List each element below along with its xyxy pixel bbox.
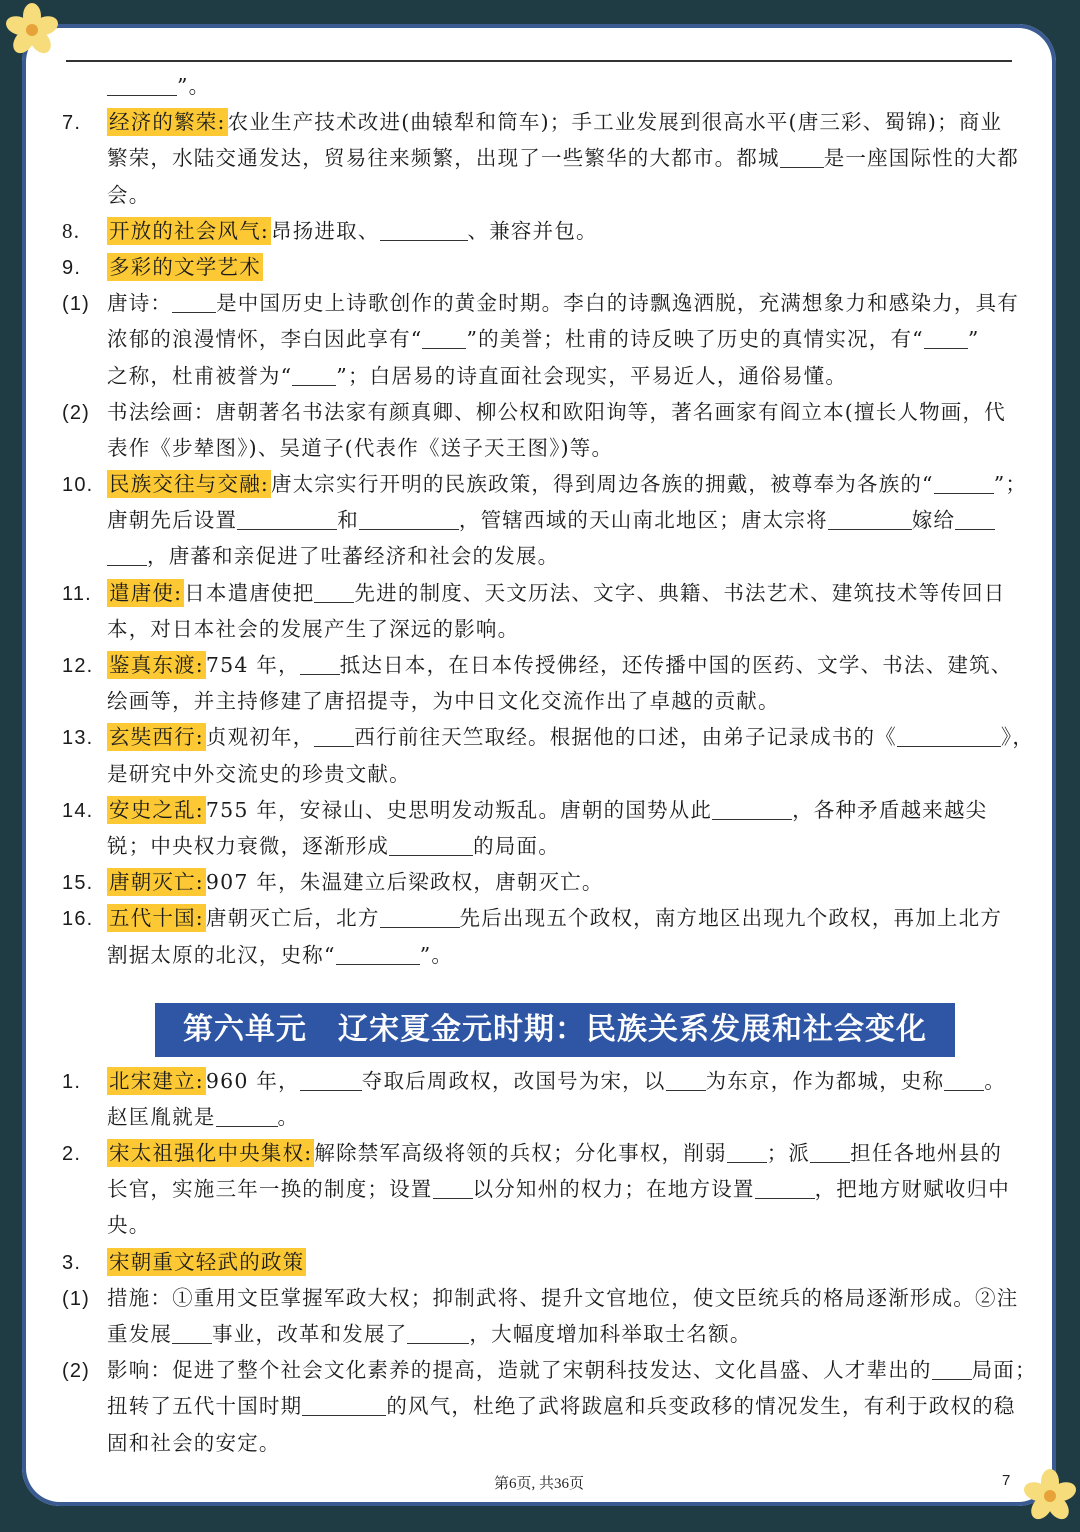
text-line: 浓郁的浪漫情怀，李白因此享有“ ”的美誉；杜甫的诗反映了历史的真情实况，有“ ” bbox=[107, 327, 980, 352]
text-line: 重发展 事业，改革和发展了 ，大幅度增加科举取士名额。 bbox=[107, 1322, 752, 1346]
text-line: 割据太原的北汉，史称“ ”。 bbox=[107, 942, 454, 967]
blank bbox=[780, 145, 824, 168]
item-16: 16. 五代十国:唐朝灭亡后，北方 先后出现五个政权，南方地区出现九个政权，再加上北方 bbox=[62, 906, 1003, 931]
unit-title: 第六单元 辽宋夏金元时期：民族关系发展和社会变化 bbox=[155, 1003, 955, 1057]
blank bbox=[237, 507, 337, 530]
highlight-term: 唐朝灭亡: bbox=[109, 870, 204, 895]
text-line: 会。 bbox=[107, 182, 151, 207]
highlight-term: 多彩的文学艺术 bbox=[109, 254, 261, 279]
blank bbox=[955, 507, 995, 530]
text-line: 繁荣，水陆交通发达，贸易往来频繁，出现了一些繁华的大都市。都城 是一座国际性的大都 bbox=[107, 146, 1020, 171]
item-13: 13. 玄奘西行:贞观初年， 西行前往天竺取经。根据他的口述，由弟子记录成书的《 》， bbox=[62, 725, 1035, 750]
blank bbox=[755, 1176, 815, 1199]
sub-item-2: (2) 书法绘画：唐朝著名书法家有颜真卿、柳公权和欧阳询等，著名画家有阎立本(擅长人物画，代 bbox=[62, 399, 1006, 424]
blank bbox=[380, 905, 460, 928]
highlight-term: 开放的社会风气: bbox=[109, 218, 270, 243]
blank bbox=[380, 218, 468, 241]
text-line: 锐；中央权力衰微，逐渐形成 的局面。 bbox=[107, 833, 560, 858]
unit-heading-wrap bbox=[62, 973, 1012, 1063]
text-line: 唐朝先后设置 和 ，管辖西域的天山南北地区；唐太宗将 嫁给 bbox=[62, 502, 1012, 538]
blank bbox=[666, 1068, 706, 1091]
page-sheet bbox=[22, 24, 1056, 1506]
blank bbox=[300, 1068, 362, 1091]
blank bbox=[433, 1176, 473, 1199]
text-line: 绘画等，并主持修建了唐招提寺，为中日文化交流作出了卓越的贡献。 bbox=[107, 689, 780, 714]
text-line: 扭转了五代十国时期 的风气，杜绝了武将跋扈和兵变政移的情况发生，有利于政权的稳 bbox=[107, 1394, 1016, 1419]
blank bbox=[712, 797, 792, 820]
blank bbox=[336, 942, 420, 965]
content bbox=[62, 68, 1037, 1461]
flower-icon bbox=[0, 0, 70, 70]
blank bbox=[422, 326, 466, 349]
item-11: 11. 遣唐使:日本遣唐使把 先进的制度、天文历法、文字、典籍、书法艺术、建筑技术等传回日 bbox=[62, 580, 1006, 605]
highlight-term: 经济的繁荣: bbox=[109, 110, 226, 135]
text-line: 是研究中外交流史的珍贵文献。 bbox=[107, 761, 411, 786]
blank bbox=[302, 1393, 386, 1416]
blank bbox=[407, 1321, 469, 1344]
blank bbox=[314, 724, 354, 747]
page-footer: 第6页, 共36页 bbox=[493, 1476, 584, 1492]
blank bbox=[828, 507, 912, 530]
item-3: 3. 宋朝重文轻武的政策 bbox=[62, 1249, 305, 1274]
highlight-term: 遣唐使: bbox=[109, 580, 183, 605]
highlight-term: 安史之乱: bbox=[109, 797, 204, 822]
blank bbox=[107, 543, 147, 566]
blank bbox=[107, 73, 177, 96]
item-9: 9. 多彩的文学艺术 bbox=[62, 254, 261, 279]
blank bbox=[216, 1104, 278, 1127]
sub-item-1: (1) 唐诗： 是中国历史上诗歌创作的黄金时期。李白的诗飘逸洒脱，充满想象力和感染力，具有 bbox=[62, 291, 1020, 316]
blank bbox=[932, 1357, 972, 1380]
text-line: 央。 bbox=[107, 1213, 151, 1238]
blank bbox=[810, 1140, 850, 1163]
blank bbox=[314, 580, 354, 603]
blank bbox=[897, 724, 1001, 747]
sub-item-1: (1) 措施：①重用文臣掌握军政大权；抑制武将、提升文官地位，使文臣统兵的格局逐渐形成。②注 bbox=[62, 1285, 1019, 1310]
text-line: 固和社会的安定。 bbox=[107, 1430, 281, 1455]
highlight-term: 玄奘西行: bbox=[109, 725, 204, 750]
item-7: 7. 经济的繁荣:农业生产技术改进(曲辕犁和筒车)；手工业发展到很高水平(唐三彩、蜀锦)；商业 bbox=[62, 110, 1003, 135]
item-2: 2. 宋太祖强化中央集权:解除禁军高级将领的兵权；分化事权，削弱 ；派 担任各地州县的 bbox=[62, 1141, 1003, 1166]
text-line: 之称，杜甫被誉为“ ”；白居易的诗直面社会现实，平易近人，通俗易懂。 bbox=[107, 363, 848, 388]
blank bbox=[292, 363, 336, 386]
text-line: 表作《步辇图》)、吴道子(代表作《送子天王图》)等。 bbox=[107, 435, 614, 460]
flower-icon bbox=[1012, 1458, 1080, 1528]
item-8: 8. 开放的社会风气:昂扬进取、 、兼容并包。 bbox=[62, 218, 598, 243]
blank bbox=[727, 1140, 767, 1163]
sub-item-2: (2) 影响：促进了整个社会文化素养的提高，造就了宋朝科技发达、文化昌盛、人才辈出的 局面； bbox=[62, 1358, 1037, 1383]
text-line: 本，对日本社会的发展产生了深远的影响。 bbox=[107, 616, 520, 641]
blank bbox=[924, 326, 968, 349]
text-line: ，唐蕃和亲促进了吐蕃经济和社会的发展。 bbox=[62, 538, 1012, 574]
item-10: 10. 民族交往与交融:唐太宗实行开明的民族政策，得到周边各族的拥戴，被尊奉为各族的“ ”； bbox=[62, 472, 1028, 497]
text-line: 长官，实施三年一换的制度；设置 以分知州的权力；在地方设置 ，把地方财赋收归中 bbox=[107, 1177, 1010, 1202]
top-rule bbox=[66, 60, 1012, 62]
blank bbox=[389, 833, 473, 856]
highlight-term: 五代十国: bbox=[109, 906, 204, 931]
highlight-term: 宋太祖强化中央集权: bbox=[109, 1141, 313, 1166]
blank bbox=[172, 1321, 212, 1344]
text-line: ”。 bbox=[62, 68, 1012, 104]
highlight-term: 宋朝重文轻武的政策 bbox=[109, 1249, 305, 1274]
highlight-term: 民族交往与交融: bbox=[109, 472, 270, 497]
item-15: 15. 唐朝灭亡:907 年，朱温建立后梁政权，唐朝灭亡。 bbox=[62, 870, 604, 895]
blank bbox=[944, 1068, 984, 1091]
text-line: 赵匡胤就是 。 bbox=[107, 1104, 300, 1129]
page-number: 7 bbox=[1002, 1472, 1011, 1489]
highlight-term: 北宋建立: bbox=[109, 1068, 204, 1093]
blank bbox=[300, 652, 340, 675]
highlight-term: 鉴真东渡: bbox=[109, 653, 204, 677]
blank bbox=[172, 290, 216, 313]
item-14: 14. 安史之乱:755 年，安禄山、史思明发动叛乱。唐朝的国势从此 ，各种矛盾越来越尖 bbox=[62, 797, 988, 822]
blank bbox=[934, 471, 994, 494]
blank bbox=[359, 507, 459, 530]
item-1: 1. 北宋建立:960 年， 夺取后周政权，改国号为宋，以 为东京，作为都城，史称 。 bbox=[62, 1068, 1006, 1093]
item-12: 12. 鉴真东渡:754 年， 抵达日本，在日本传授佛经，还传播中国的医药、文学、书法、建筑、 bbox=[62, 653, 1013, 677]
